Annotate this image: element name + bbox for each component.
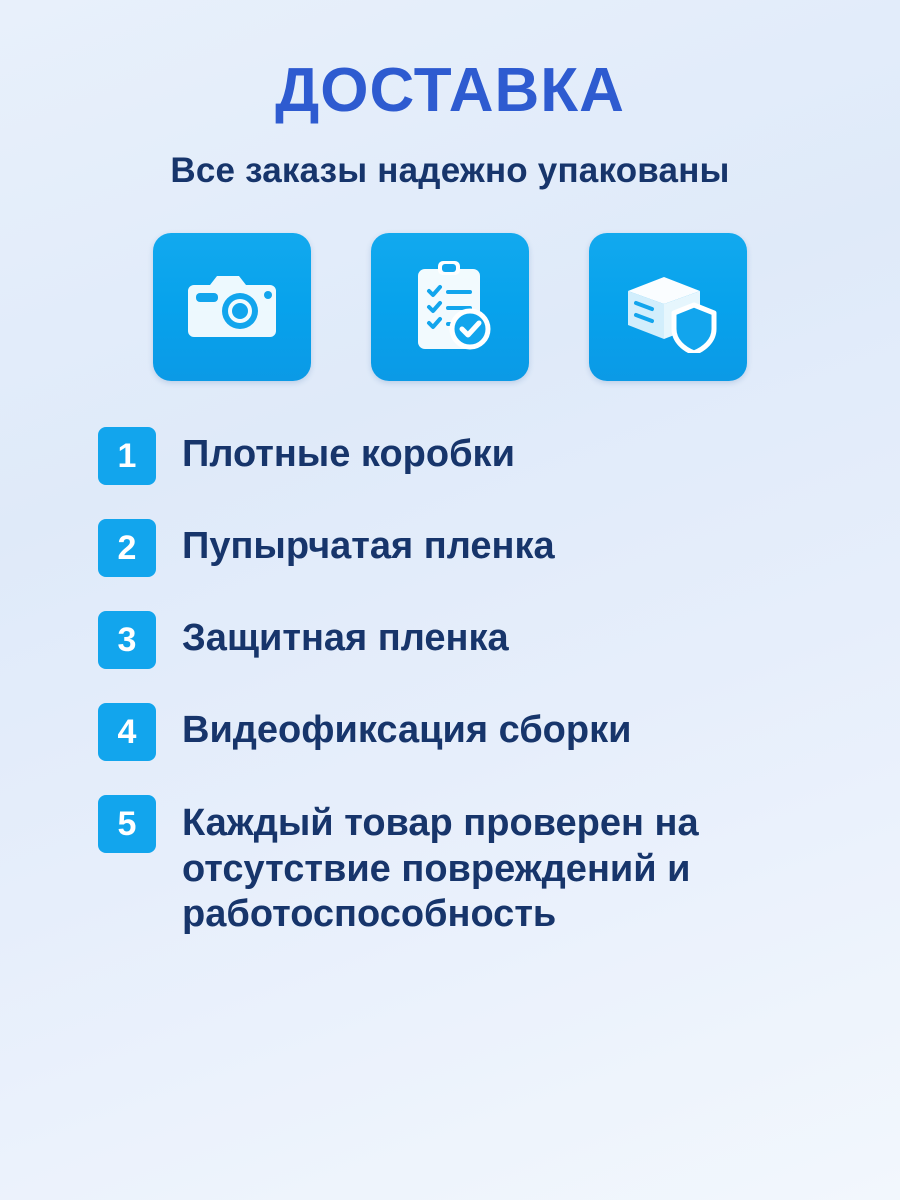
list-item-number: 1 [98, 427, 156, 485]
list-item [98, 795, 860, 938]
list-item-number: 2 [98, 519, 156, 577]
package-shield-icon [616, 261, 720, 353]
checklist-icon-tile [371, 233, 529, 381]
list-item [98, 611, 860, 669]
camera-icon [184, 267, 280, 347]
list-item-number: 5 [98, 795, 156, 853]
list-item [98, 519, 860, 577]
list-item [98, 427, 860, 485]
page-subtitle: Все заказы надежно упакованы [170, 151, 730, 191]
list-item [98, 703, 860, 761]
list-item-number: 4 [98, 703, 156, 761]
list-item-label: Каждый товар проверен на отсутствие повреждений и работоспособность [182, 802, 699, 936]
list-item-label: Пупырчатая пленка [182, 525, 555, 568]
page-title: ДОСТАВКА [275, 56, 625, 125]
icon-row [40, 233, 860, 381]
list-item-label: Плотные коробки [182, 433, 515, 476]
camera-icon-tile [153, 233, 311, 381]
list-item-label: Защитная пленка [182, 617, 509, 660]
feature-list [40, 427, 860, 938]
package-shield-icon-tile [589, 233, 747, 381]
list-item-number: 3 [98, 611, 156, 669]
list-item-label: Видеофиксация сборки [182, 709, 632, 752]
checklist-icon [404, 257, 496, 357]
